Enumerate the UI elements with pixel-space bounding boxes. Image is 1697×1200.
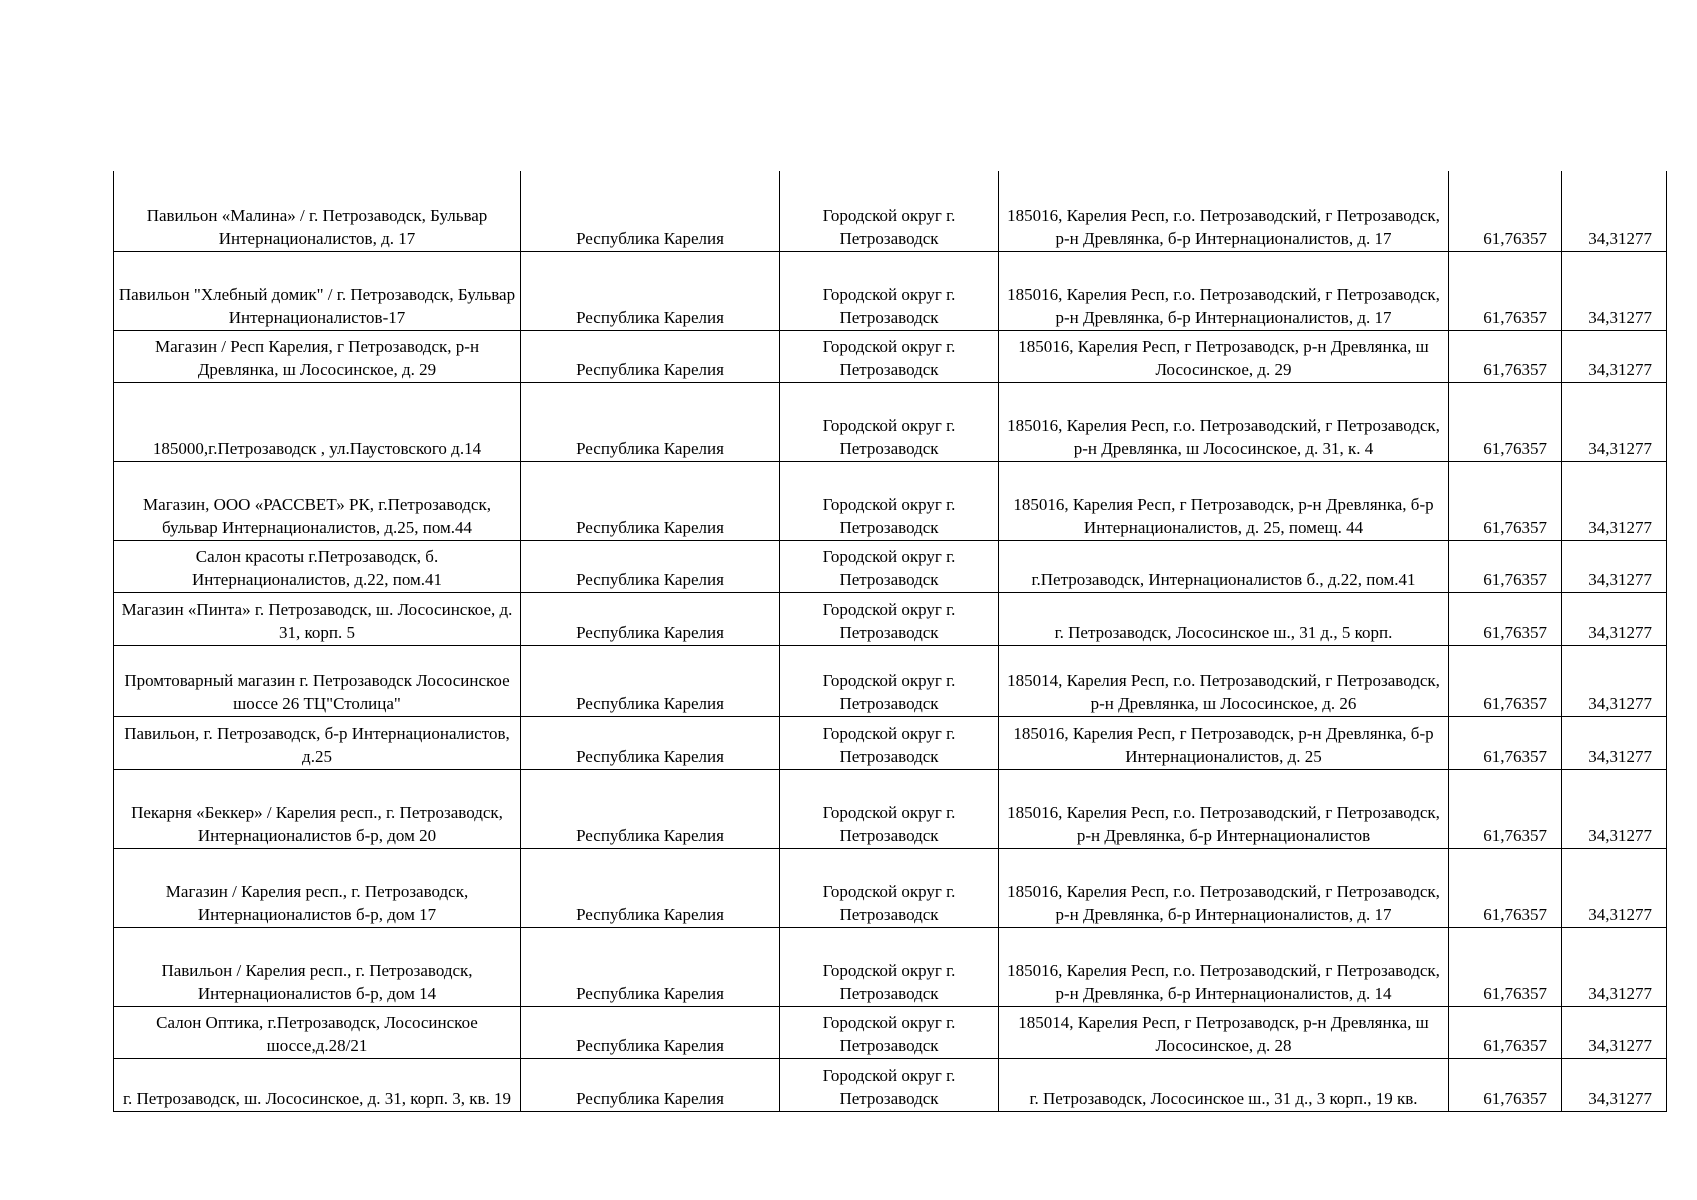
cell-name: Павильон / Карелия респ., г. Петрозаводск, Интернационалистов б-р, дом 14: [114, 927, 521, 1006]
cell-name: Салон Оптика, г.Петрозаводск, Лососинское шоссе,д.28/21: [114, 1006, 521, 1058]
table-row: [114, 927, 1667, 1006]
table-row: [114, 251, 1667, 330]
cell-latitude: 61,76357: [1449, 1058, 1562, 1111]
cell-address: 185016, Карелия Респ, г.о. Петрозаводский, г Петрозаводск, р-н Древлянка, б-р Интернационалистов: [999, 769, 1449, 848]
cell-name: Магазин, ООО «РАССВЕТ» РК, г.Петрозаводск, бульвар Интернационалистов, д.25, пом.44: [114, 461, 521, 540]
table-row: [114, 769, 1667, 848]
table-row: [114, 540, 1667, 592]
table-row: [114, 1058, 1667, 1111]
cell-region: Республика Карелия: [521, 592, 780, 645]
table-row: [114, 171, 1667, 251]
cell-address: 185016, Карелия Респ, г.о. Петрозаводский, г Петрозаводск, р-н Древлянка, ш Лососинское, д. 31, к. 4: [999, 382, 1449, 461]
locations-table: [113, 171, 1667, 1112]
cell-district: Городской округ г. Петрозаводск: [780, 251, 999, 330]
table-row: [114, 1006, 1667, 1058]
cell-longitude: 34,31277: [1562, 769, 1667, 848]
cell-name: Магазин / Карелия респ., г. Петрозаводск, Интернационалистов б-р, дом 17: [114, 848, 521, 927]
cell-region: Республика Карелия: [521, 848, 780, 927]
table-row: [114, 848, 1667, 927]
cell-address: г. Петрозаводск, Лососинское ш., 31 д., 5 корп.: [999, 592, 1449, 645]
cell-latitude: 61,76357: [1449, 251, 1562, 330]
cell-latitude: 61,76357: [1449, 848, 1562, 927]
cell-district: Городской округ г. Петрозаводск: [780, 540, 999, 592]
table-row: [114, 461, 1667, 540]
cell-latitude: 61,76357: [1449, 769, 1562, 848]
cell-region: Республика Карелия: [521, 645, 780, 716]
cell-region: Республика Карелия: [521, 716, 780, 769]
cell-region: Республика Карелия: [521, 1058, 780, 1111]
cell-address: 185016, Карелия Респ, г Петрозаводск, р-н Древлянка, б-р Интернационалистов, д. 25, помещ. 44: [999, 461, 1449, 540]
cell-longitude: 34,31277: [1562, 645, 1667, 716]
cell-district: Городской округ г. Петрозаводск: [780, 848, 999, 927]
cell-region: Республика Карелия: [521, 382, 780, 461]
cell-longitude: 34,31277: [1562, 1006, 1667, 1058]
cell-district: Городской округ г. Петрозаводск: [780, 1058, 999, 1111]
cell-address: 185016, Карелия Респ, г.о. Петрозаводский, г Петрозаводск, р-н Древлянка, б-р Интернационалистов, д. 17: [999, 251, 1449, 330]
cell-longitude: 34,31277: [1562, 330, 1667, 382]
cell-district: Городской округ г. Петрозаводск: [780, 716, 999, 769]
cell-longitude: 34,31277: [1562, 848, 1667, 927]
cell-name: Промтоварный магазин г. Петрозаводск Лососинское шоссе 26 ТЦ"Столица": [114, 645, 521, 716]
cell-region: Республика Карелия: [521, 927, 780, 1006]
cell-longitude: 34,31277: [1562, 540, 1667, 592]
cell-name: Павильон "Хлебный домик" / г. Петрозаводск, Бульвар Интернационалистов-17: [114, 251, 521, 330]
cell-latitude: 61,76357: [1449, 540, 1562, 592]
cell-district: Городской округ г. Петрозаводск: [780, 927, 999, 1006]
cell-longitude: 34,31277: [1562, 461, 1667, 540]
table-row: [114, 330, 1667, 382]
cell-latitude: 61,76357: [1449, 592, 1562, 645]
cell-name: Пекарня «Беккер» / Карелия респ., г. Петрозаводск, Интернационалистов б-р, дом 20: [114, 769, 521, 848]
cell-region: Республика Карелия: [521, 1006, 780, 1058]
cell-latitude: 61,76357: [1449, 461, 1562, 540]
table-row: [114, 382, 1667, 461]
cell-longitude: 34,31277: [1562, 927, 1667, 1006]
cell-name: Магазин «Пинта» г. Петрозаводск, ш. Лососинское, д. 31, корп. 5: [114, 592, 521, 645]
cell-latitude: 61,76357: [1449, 1006, 1562, 1058]
cell-latitude: 61,76357: [1449, 330, 1562, 382]
cell-district: Городской округ г. Петрозаводск: [780, 461, 999, 540]
cell-latitude: 61,76357: [1449, 716, 1562, 769]
cell-district: Городской округ г. Петрозаводск: [780, 382, 999, 461]
cell-address: г. Петрозаводск, Лососинское ш., 31 д., 3 корп., 19 кв.: [999, 1058, 1449, 1111]
cell-address: 185016, Карелия Респ, г Петрозаводск, р-н Древлянка, ш Лососинское, д. 29: [999, 330, 1449, 382]
cell-district: Городской округ г. Петрозаводск: [780, 592, 999, 645]
cell-address: 185016, Карелия Респ, г.о. Петрозаводский, г Петрозаводск, р-н Древлянка, б-р Интернационалистов, д. 17: [999, 848, 1449, 927]
cell-address: 185014, Карелия Респ, г.о. Петрозаводский, г Петрозаводск, р-н Древлянка, ш Лососинское, д. 26: [999, 645, 1449, 716]
cell-longitude: 34,31277: [1562, 251, 1667, 330]
cell-district: Городской округ г. Петрозаводск: [780, 769, 999, 848]
cell-longitude: 34,31277: [1562, 171, 1667, 251]
cell-region: Республика Карелия: [521, 769, 780, 848]
cell-address: 185016, Карелия Респ, г.о. Петрозаводский, г Петрозаводск, р-н Древлянка, б-р Интернационалистов, д. 17: [999, 171, 1449, 251]
cell-longitude: 34,31277: [1562, 382, 1667, 461]
cell-name: Павильон «Малина» / г. Петрозаводск, Бульвар Интернационалистов, д. 17: [114, 171, 521, 251]
cell-district: Городской округ г. Петрозаводск: [780, 171, 999, 251]
table-row: [114, 716, 1667, 769]
cell-district: Городской округ г. Петрозаводск: [780, 330, 999, 382]
cell-latitude: 61,76357: [1449, 382, 1562, 461]
cell-address: 185016, Карелия Респ, г Петрозаводск, р-н Древлянка, б-р Интернационалистов, д. 25: [999, 716, 1449, 769]
cell-name: г. Петрозаводск, ш. Лососинское, д. 31, корп. 3, кв. 19: [114, 1058, 521, 1111]
cell-name: Салон красоты г.Петрозаводск, б. Интернационалистов, д.22, пом.41: [114, 540, 521, 592]
cell-latitude: 61,76357: [1449, 645, 1562, 716]
cell-longitude: 34,31277: [1562, 716, 1667, 769]
cell-district: Городской округ г. Петрозаводск: [780, 1006, 999, 1058]
cell-region: Республика Карелия: [521, 540, 780, 592]
cell-address: г.Петрозаводск, Интернационалистов б., д.22, пом.41: [999, 540, 1449, 592]
cell-name: Павильон, г. Петрозаводск, б-р Интернационалистов, д.25: [114, 716, 521, 769]
cell-address: 185016, Карелия Респ, г.о. Петрозаводский, г Петрозаводск, р-н Древлянка, б-р Интернационалистов, д. 14: [999, 927, 1449, 1006]
table-row: [114, 592, 1667, 645]
cell-name: Магазин / Респ Карелия, г Петрозаводск, р-н Древлянка, ш Лососинское, д. 29: [114, 330, 521, 382]
cell-region: Республика Карелия: [521, 171, 780, 251]
cell-longitude: 34,31277: [1562, 592, 1667, 645]
cell-district: Городской округ г. Петрозаводск: [780, 645, 999, 716]
cell-region: Республика Карелия: [521, 251, 780, 330]
cell-latitude: 61,76357: [1449, 927, 1562, 1006]
cell-name: 185000,г.Петрозаводск , ул.Паустовского д.14: [114, 382, 521, 461]
cell-latitude: 61,76357: [1449, 171, 1562, 251]
cell-region: Республика Карелия: [521, 330, 780, 382]
cell-address: 185014, Карелия Респ, г Петрозаводск, р-н Древлянка, ш Лососинское, д. 28: [999, 1006, 1449, 1058]
cell-longitude: 34,31277: [1562, 1058, 1667, 1111]
table-row: [114, 645, 1667, 716]
cell-region: Республика Карелия: [521, 461, 780, 540]
